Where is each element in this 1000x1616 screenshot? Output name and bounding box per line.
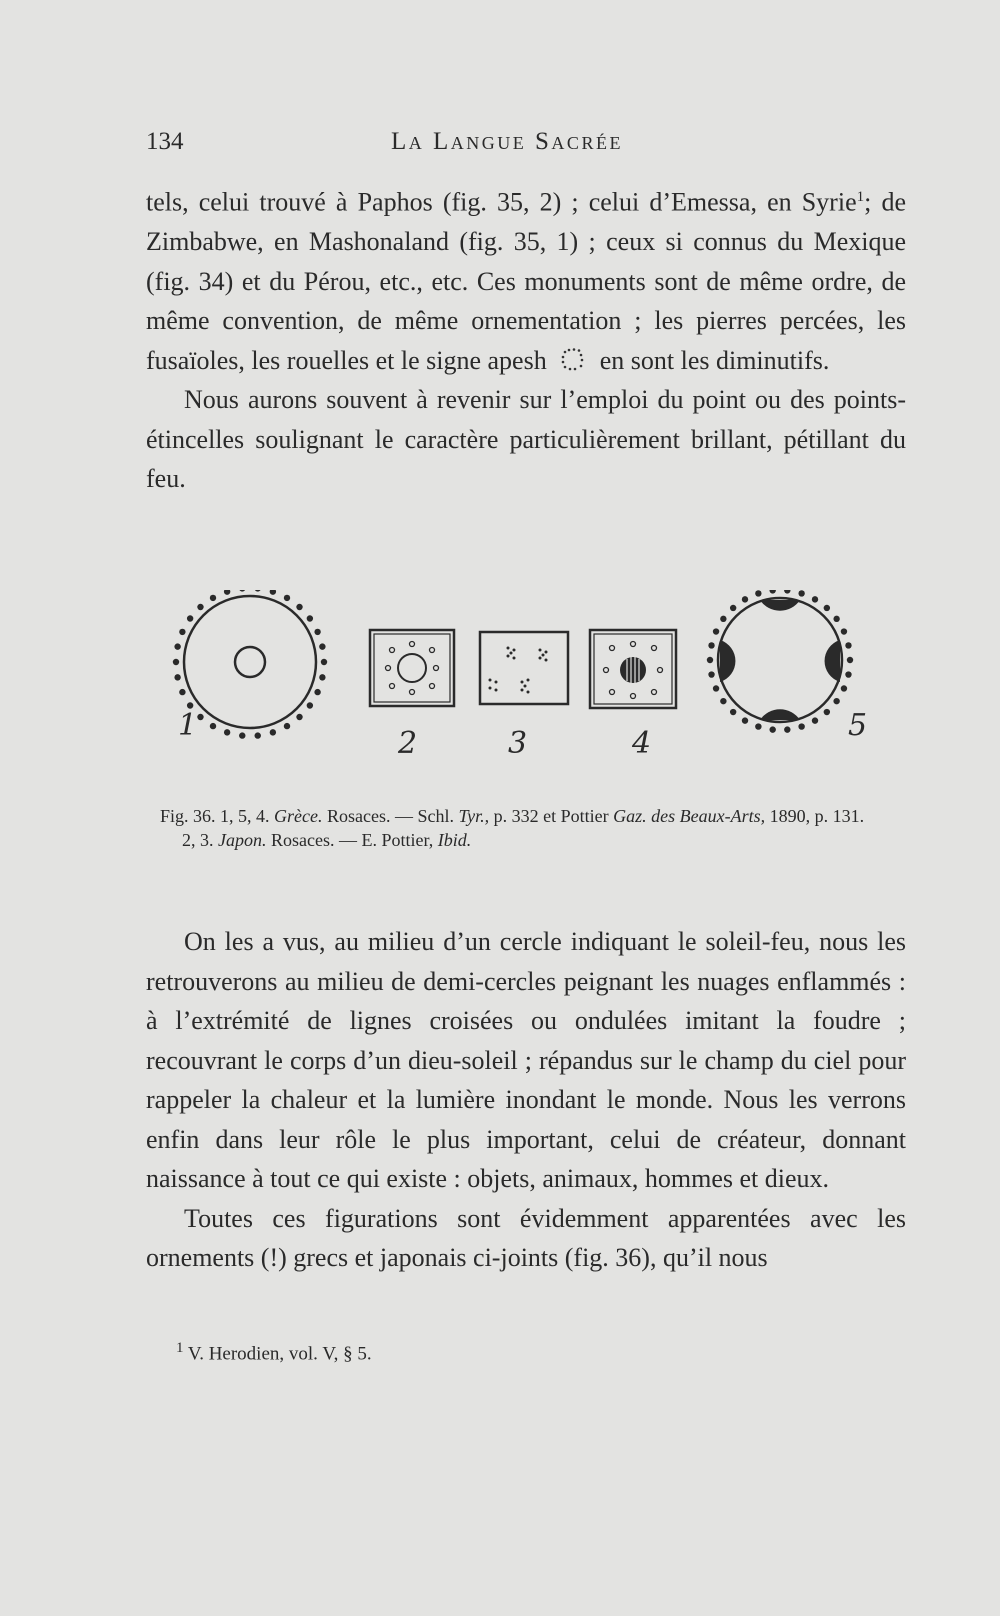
ring-dot [224, 729, 230, 735]
ring-dot [798, 590, 804, 596]
ring-dot [239, 732, 245, 738]
figure-36 [170, 590, 900, 770]
rosace-2 [368, 628, 456, 710]
ring-dot [708, 642, 714, 648]
ring-dot [197, 604, 203, 610]
ring-dot [730, 605, 736, 611]
rosace-5 [700, 590, 860, 740]
text-block-bottom [146, 922, 906, 1278]
paragraph-4: Toutes ces figurations sont évidemment apparentées avec les ornements (!) grecs et japonais ci-joints (fig. 36), qu’il nous [146, 1203, 906, 1272]
ring-dot [284, 595, 290, 601]
caption-line-1: Fig. 36. 1, 5, 4. Grèce. Rosaces. — Schl. Tyr., p. 332 et Pottier Gaz. des Beaux-Arts, 1890, p. 131. [160, 806, 865, 826]
ring-dot [197, 714, 203, 720]
ring-dot [742, 596, 748, 602]
ring-dot [187, 615, 193, 621]
ring-dot [824, 605, 830, 611]
footnote-reference: 1 [856, 189, 865, 205]
rosace-4 [588, 628, 678, 712]
figure-label-4: 4 [632, 726, 652, 761]
ring-dot [173, 659, 179, 665]
ring-dot [284, 723, 290, 729]
ring-dot [824, 709, 830, 715]
ring-dot [224, 590, 230, 595]
ring-dot [833, 698, 839, 704]
ring-dot [742, 717, 748, 723]
footnote-text: V. Herodien, vol. V, § 5. [187, 1343, 372, 1365]
page-number: 134 [146, 128, 184, 155]
ring-dot [210, 595, 216, 601]
ring-dot [769, 726, 775, 732]
ring-dot [307, 702, 313, 708]
ring-dot [708, 671, 714, 677]
ring-dot [179, 629, 185, 635]
ring-dot [720, 616, 726, 622]
running-title: La Langue Sacrée [391, 128, 623, 155]
ring-dot [730, 709, 736, 715]
ring-dot [270, 590, 276, 595]
ring-dot [845, 671, 851, 677]
ring-dot [296, 604, 302, 610]
paragraph-1: tels, celui trouvé à Paphos (fig. 35, 2) ; celui d’Emessa, en Syrie$^1$; de Zimbabwe, en Mashonaland (fig. 35, 1) ; ceux si connus du Mexique (fig. 34) et du Pérou, etc., etc. Ces monuments sont de même ordre, de même convention, de même ornementation ; les pierres percées, les fusaïoles, les rouelles et le signe apesh en sont les diminutifs. [146, 187, 906, 375]
ring-dot [720, 698, 726, 704]
footnote-mark: 1 [176, 1340, 184, 1356]
ring-dot [784, 726, 790, 732]
paragraph-3: On les a vus, au milieu d’un cercle indiquant le soleil-feu, nous les retrouverons au milieu de demi-cercles peignant les nuages enflammés : à l’extrémité de lignes croisées ou ondulées imitant la foudre ; recouvrant le corps d’un dieu-soleil ; répandus sur le champ du ciel pour rappeler la chaleur et la lumière inondant le monde. Nous les verrons enfin dans leur rôle le plus important, celui de créateur, donnant naissance à tout ce qui existe : objets, animaux, hommes et dieux. [146, 927, 906, 1193]
rosace-3 [478, 630, 570, 710]
figure-label-5: 5 [848, 708, 868, 743]
ring-dot [755, 590, 761, 596]
ring-dot [847, 657, 853, 663]
text-block-top [146, 178, 906, 499]
ring-dot [841, 628, 847, 634]
ring-dot [798, 723, 804, 729]
ring-dot [239, 590, 245, 592]
figure-caption [160, 804, 900, 852]
ring-dot [174, 643, 180, 649]
ring-dot [713, 685, 719, 691]
ring-dot [210, 723, 216, 729]
ring-dot [314, 629, 320, 635]
ring-dot [255, 590, 261, 592]
ring-dot [784, 590, 790, 594]
ring-dot [319, 674, 325, 680]
ring-dot [812, 596, 818, 602]
ring-dot [314, 689, 320, 695]
figure-label-1: 1 [178, 708, 198, 743]
ring-dot [755, 723, 761, 729]
footnote [176, 1340, 372, 1365]
running-header [146, 128, 906, 164]
ring-dot [841, 685, 847, 691]
ring-dot [833, 616, 839, 622]
paragraph-2: Nous aurons souvent à revenir sur l’emploi du point ou des points-étincelles soulignant le caractère particulièrement brillant, pétillant du feu. [146, 385, 906, 494]
ring-dot [319, 643, 325, 649]
ring-dot [270, 729, 276, 735]
ring-dot [769, 590, 775, 594]
ring-dot [812, 717, 818, 723]
ring-dot [845, 642, 851, 648]
caption-line-2: 2, 3. Japon. Rosaces. — E. Pottier, Ibid. [182, 830, 472, 850]
ring-dot [179, 689, 185, 695]
figure-label-3: 3 [508, 726, 528, 761]
ring-dot [713, 628, 719, 634]
ring-dot [255, 732, 261, 738]
ring-dot [296, 714, 302, 720]
ring-dot [321, 659, 327, 665]
ring-dot [307, 615, 313, 621]
ring-dot [174, 674, 180, 680]
ring-dot [707, 657, 713, 663]
apesh-sign-icon [553, 346, 593, 372]
figure-label-2: 2 [398, 726, 418, 761]
